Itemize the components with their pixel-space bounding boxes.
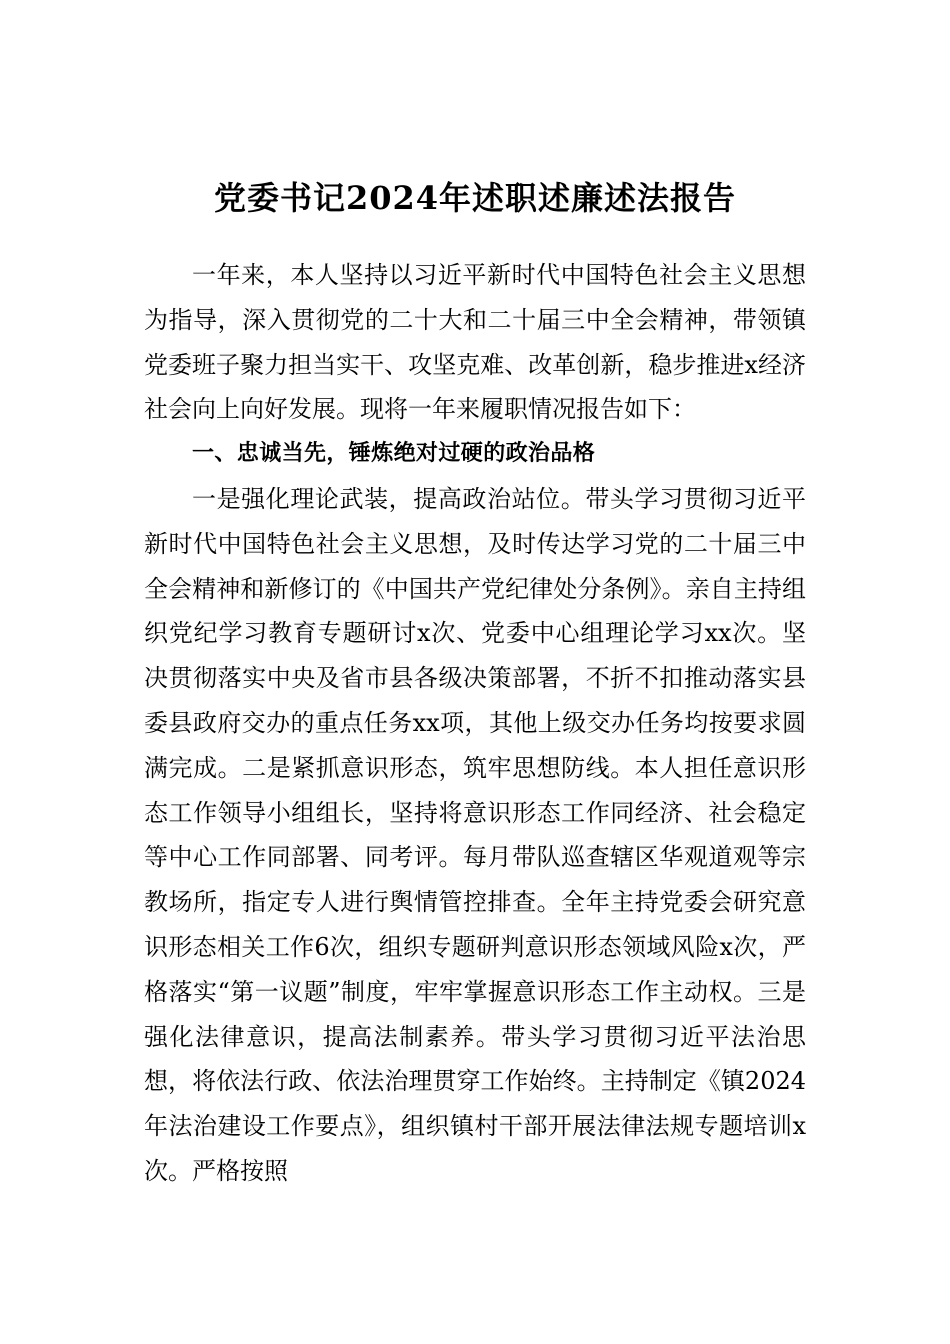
intro-paragraph: 一年来，本人坚持以习近平新时代中国特色社会主义思想为指导，深入贯彻党的二十大和二十届三中全会精神，带领镇党委班子聚力担当实干、攻坚克难、改革创新，稳步推进x经济社会向上向好发展。现将一年来履职情况报告如下： [144, 261, 806, 424]
document-title: 党委书记2024年述职述廉述法报告 [213, 179, 737, 217]
document-body [144, 253, 806, 1194]
section-heading: 一、忠诚当先，锤炼绝对过硬的政治品格 [192, 441, 596, 467]
body-paragraph: 一是强化理论武装，提高政治站位。带头学习贯彻习近平新时代中国特色社会主义思想，及时传达学习党的二十届三中全会精神和新修订的《中国共产党纪律处分条例》。亲自主持组织党纪学习教育专题研讨x次、党委中心组理论学习xx次。坚决贯彻落实中央及省市县各级决策部署，不折不扣推动落实县委县政府交办的重点任务xx项，其他上级交办任务均按要求圆满完成。二是紧抓意识形态，筑牢思想防线。本人担任意识形态工作领导小组组长，坚持将意识形态工作同经济、社会稳定等中心工作同部署、同考评。每月带队巡查辖区华观道观等宗教场所，指定专人进行舆情管控排查。全年主持党委会研究意识形态相关工作6次，组织专题研判意识形态领域风险x次，严格落实“第一议题”制度，牢牢掌握意识形态工作主动权。三是强化法律意识，提高法制素养。带头学习贯彻习近平法治思想，将依法行政、依法治理贯穿工作始终。主持制定《镇2024年法治建设工作要点》，组织镇村干部开展法律法规专题培训x次。严格按照 [144, 484, 806, 1185]
